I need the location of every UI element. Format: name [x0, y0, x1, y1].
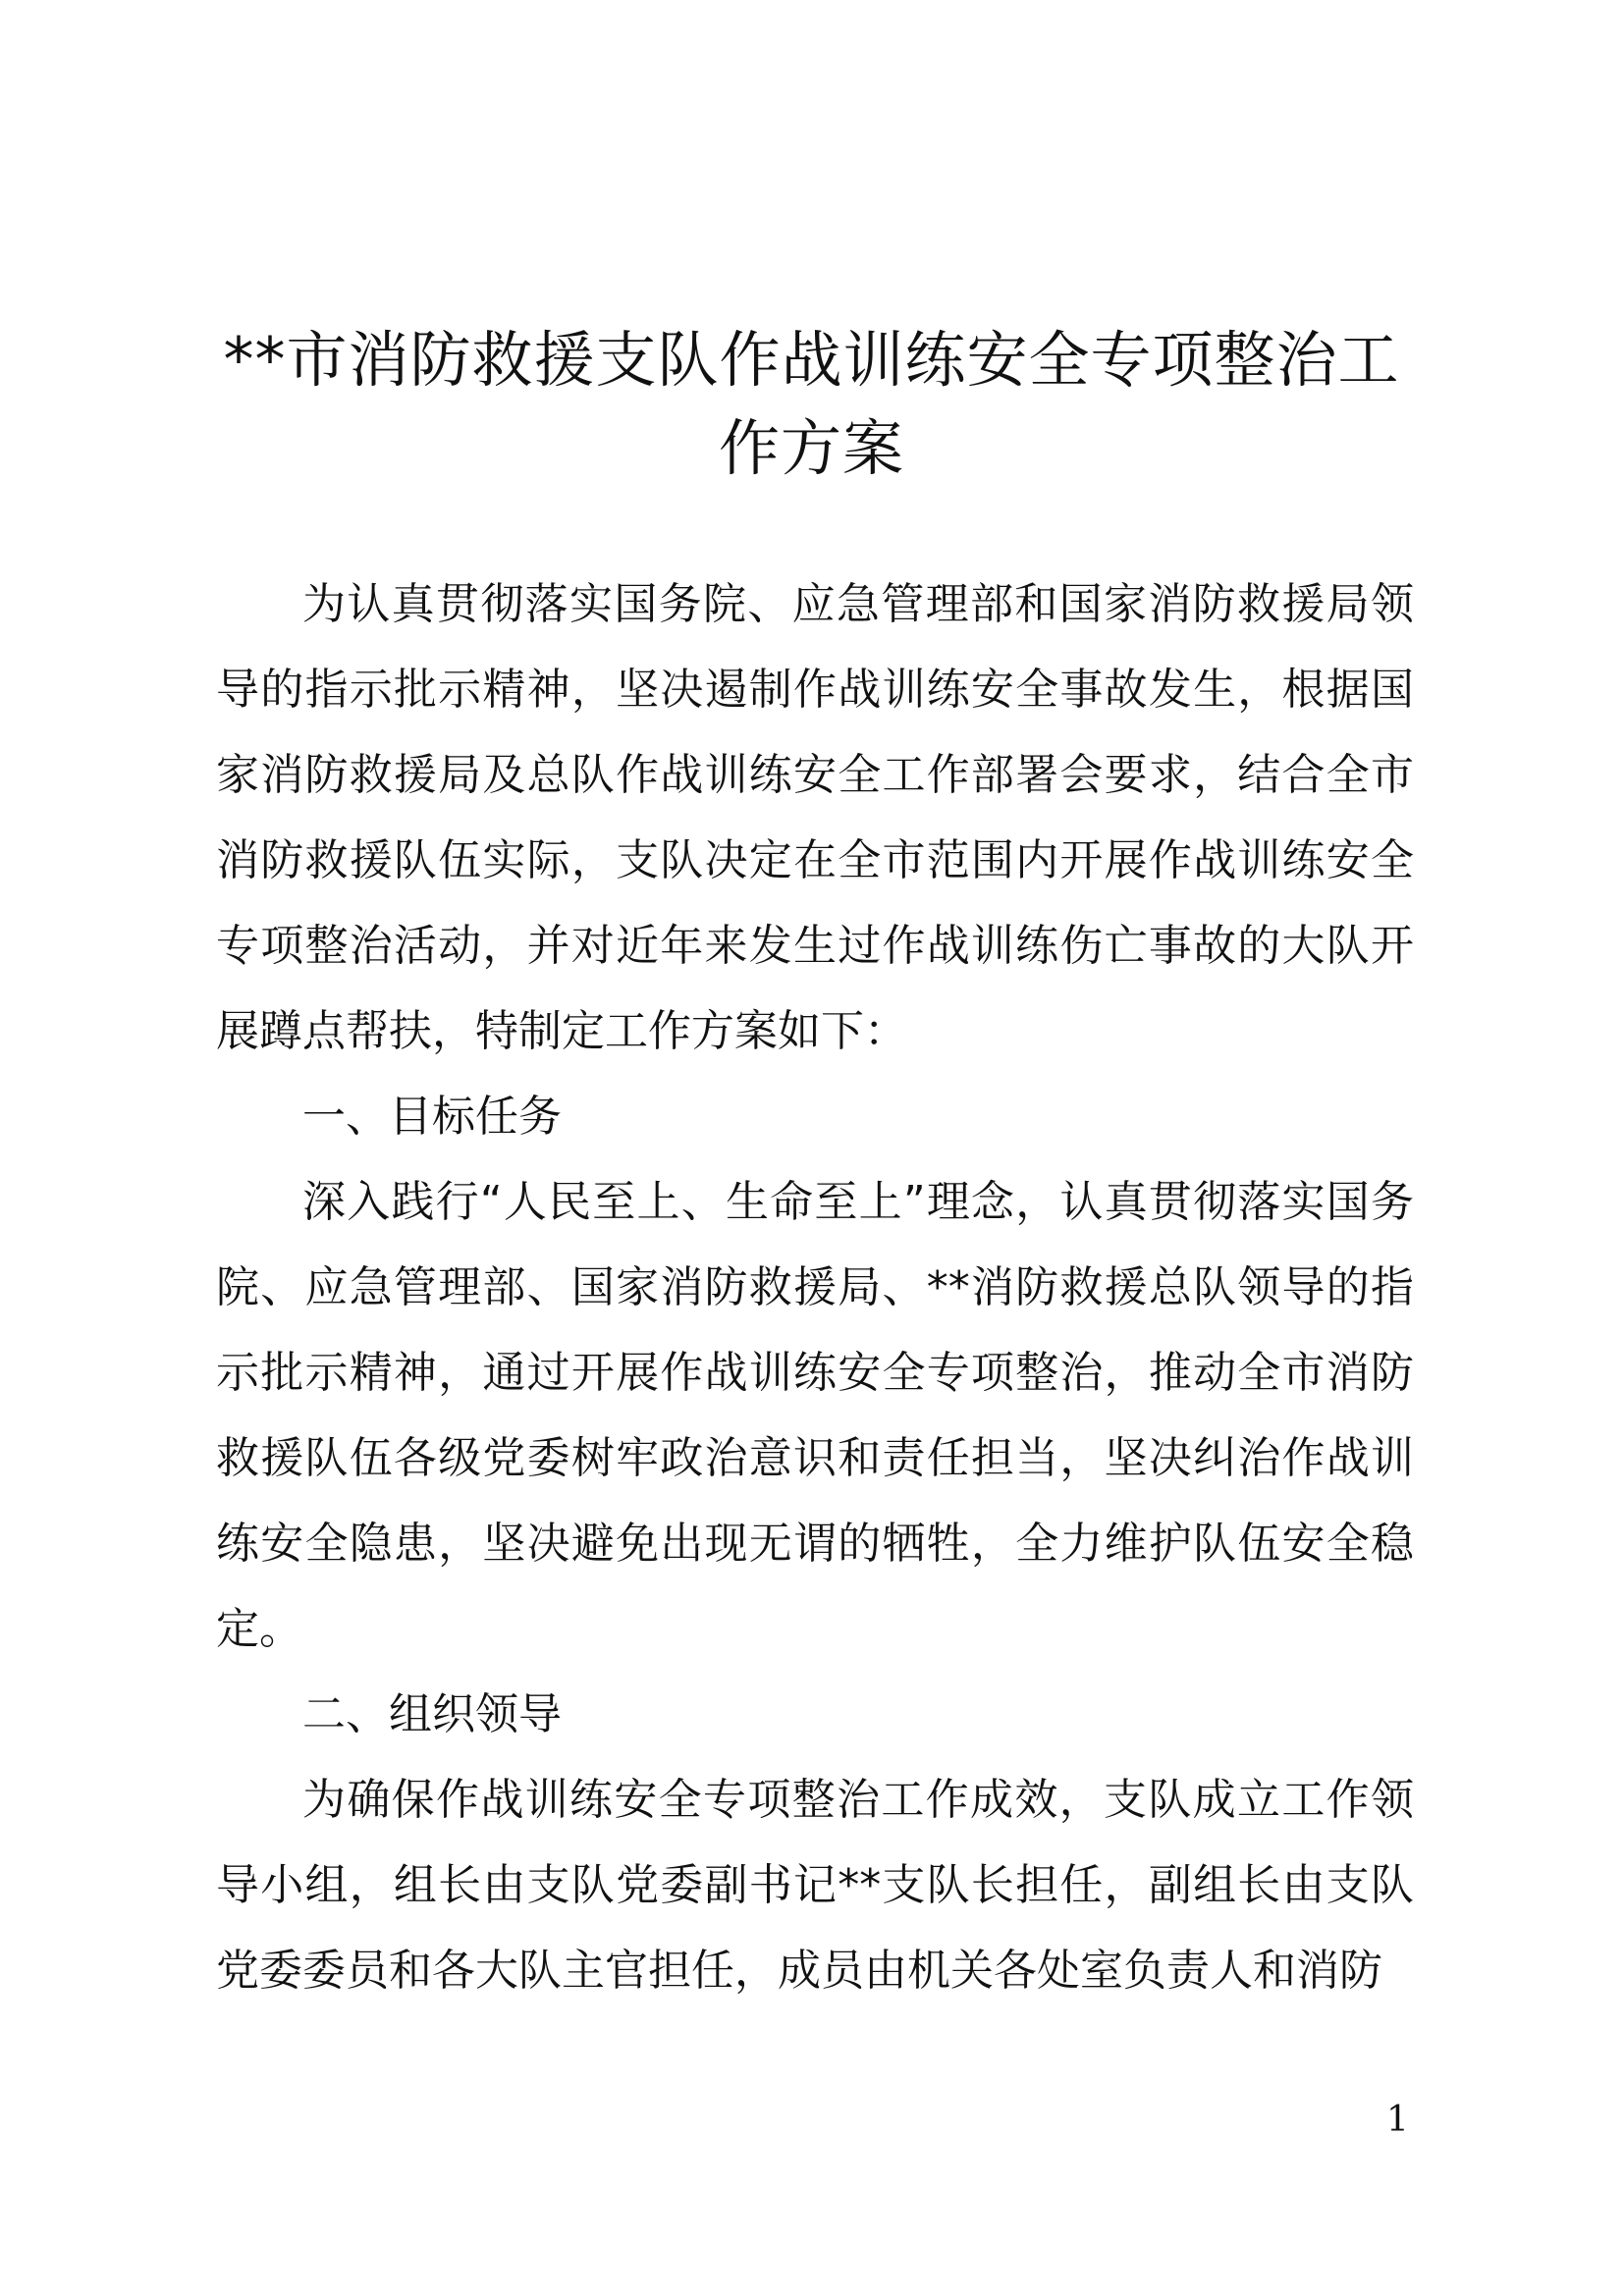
- document-title: **市消防救援支队作战训练安全专项整治工作方案: [223, 324, 1400, 484]
- document-body: [216, 561, 1414, 2013]
- organization-paragraph: 为确保作战训练安全专项整治工作成效，支队成立工作领导小组，组长由支队党委副书记**支队长担任，副组长由支队党委委员和各大队主官担任，成员由机关各处室负责人和消防: [216, 1775, 1414, 1996]
- page-number: 1: [1386, 2100, 1409, 2140]
- section-heading-organization: 二、组织领导: [302, 1689, 562, 1739]
- intro-paragraph: 为认真贯彻落实国务院、应急管理部和国家消防救援局领导的指示批示精神，坚决遏制作战训练安全事故发生，根据国家消防救援局及总队作战训练安全工作部署会要求，结合全市消防救援队伍实际，支队决定在全市范围内开展作战训练安全专项整治活动，并对近年来发生过作战训练伤亡事故的大队开展蹲点帮扶，特制定工作方案如下：: [216, 579, 1414, 1056]
- section-heading-goals: 一、目标任务: [302, 1092, 562, 1142]
- goals-paragraph: 深入践行“人民至上、生命至上”理念，认真贯彻落实国务院、应急管理部、国家消防救援局、**消防救援总队领导的指示批示精神，通过开展作战训练安全专项整治，推动全市消防救援队伍各级党委树牢政治意识和责任担当，坚决纠治作战训练安全隐患，坚决避免出现无谓的牺牲，全力维护队伍安全稳定。: [216, 1177, 1414, 1654]
